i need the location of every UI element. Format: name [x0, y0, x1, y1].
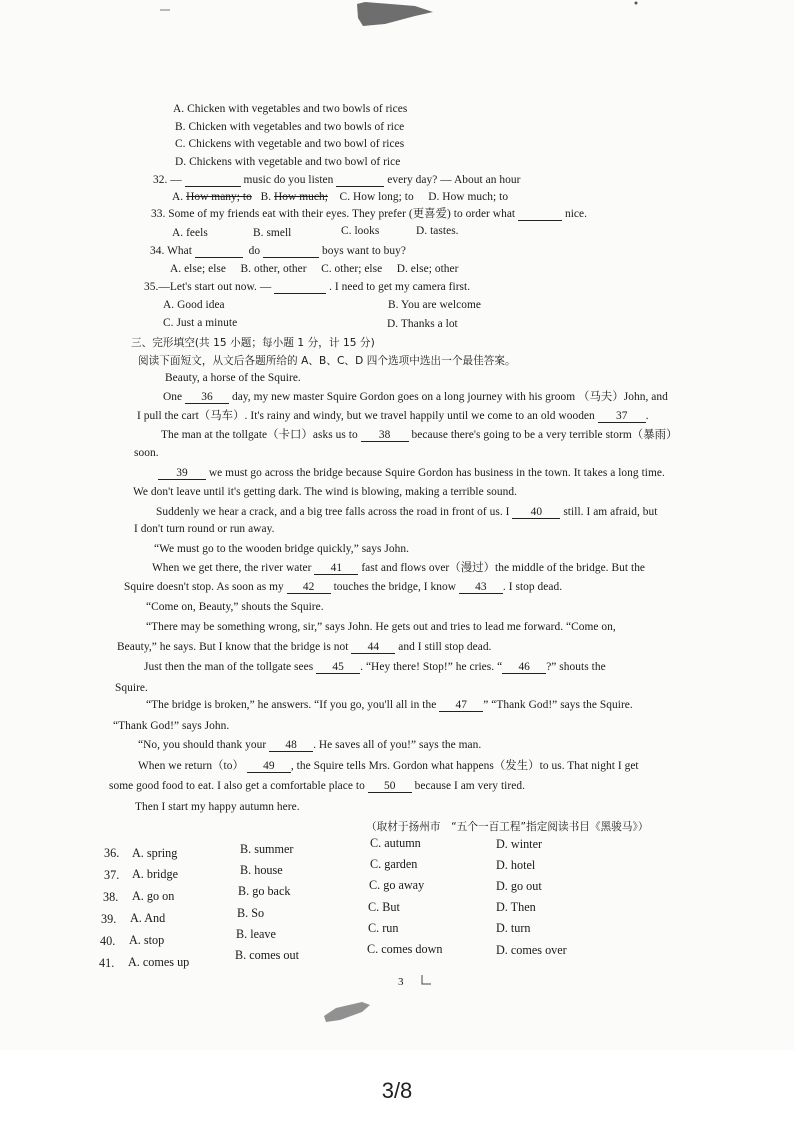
- choice-b: B. go back: [238, 884, 291, 898]
- passage-line-21: some good food to eat. I also get a comfortable place to 50 because I am very tired.: [109, 780, 525, 792]
- passage-line-5: 39 we must go across the bridge because Squire Gordon has business in the town. It takes a long time.: [158, 466, 665, 480]
- passage-line-17: “The bridge is broken,” he answers. “If you go, you'll all in the 47 ” “Thank God!” says the Squire.: [146, 699, 633, 711]
- passage-line-4: soon.: [134, 447, 159, 459]
- q31-option-a: A. Chicken with vegetables and two bowls of rices: [173, 103, 408, 115]
- choice-a: A. stop: [129, 933, 165, 947]
- choice-d: D. hotel: [496, 858, 536, 872]
- passage-line-2: I pull the cart（马车）. It's rainy and windy, but we travel happily until we come to an old wooden 37 .: [137, 410, 649, 422]
- passage-title: Beauty, a horse of the Squire.: [165, 372, 301, 384]
- passage-line-6: We don't leave until it's getting dark. The wind is blowing, making a terrible sound.: [133, 486, 517, 498]
- blank-47: 47: [439, 699, 483, 712]
- passage-source: （取材于扬州市 “五个一百工程”指定阅读书目《黑骏马》）: [366, 821, 649, 833]
- answer-blank: [195, 245, 243, 258]
- passage-line-19: “No, you should thank your 48 . He saves all of you!” says the man.: [138, 739, 482, 751]
- q31-option-b: B. Chicken with vegetables and two bowls of rice: [175, 121, 405, 133]
- q33-option-d: D. tastes.: [416, 225, 459, 237]
- scan-mark-left: [160, 8, 172, 12]
- page-corner-mark: [420, 974, 432, 986]
- q35-option-c: C. Just a minute: [163, 317, 238, 329]
- q35-option-d: D. Thanks a lot: [387, 318, 458, 330]
- choice-a: A. spring: [132, 846, 178, 860]
- choice-b: B. So: [237, 906, 265, 920]
- choice-b: B. house: [240, 863, 283, 877]
- choice-c: C. But: [368, 900, 400, 914]
- choice-d: D. Then: [496, 900, 536, 914]
- q35-option-a: A. Good idea: [163, 299, 225, 311]
- choice-b: B. summer: [240, 842, 294, 856]
- choice-b: B. comes out: [235, 948, 299, 962]
- choice-d: D. winter: [496, 837, 543, 851]
- choice-d: D. turn: [496, 921, 531, 935]
- blank-45: 45: [316, 661, 360, 674]
- choice-d: D. comes over: [496, 943, 567, 957]
- passage-line-11: Squire doesn't stop. As soon as my 42 touches the bridge, I know 43 . I stop dead.: [124, 581, 563, 593]
- passage-line-13: “There may be something wrong, sir,” says John. He gets out and tries to lead me forward. “Come on,: [146, 621, 616, 633]
- section-title: 三、完形填空(共 15 小题；每小题 1 分，计 15 分): [131, 337, 375, 349]
- passage-line-22: Then I start my happy autumn here.: [135, 801, 300, 813]
- blank-46: 46: [502, 661, 546, 674]
- q35-stem: 35.—Let's start out now. — . I need to get my camera first.: [144, 281, 471, 293]
- passage-line-3: The man at the tollgate（卡口）asks us to 38 because there's going to be a very terrible storm（暴雨）: [161, 429, 678, 441]
- blank-38: 38: [361, 429, 409, 442]
- choice-a: A. bridge: [132, 867, 179, 881]
- scan-smudge-top: [355, 0, 435, 28]
- q34-options: A. else; else B. other, other C. other; else D. else; other: [170, 263, 459, 275]
- q33-option-b: B. smell: [253, 227, 292, 239]
- q33-option-c: C. looks: [341, 225, 380, 237]
- q35-option-b: B. You are welcome: [388, 299, 481, 311]
- choice-number: 36.: [104, 846, 120, 860]
- page-indicator: 3/8: [381, 1078, 413, 1103]
- blank-41: 41: [314, 562, 358, 575]
- answer-blank: [336, 174, 384, 187]
- answer-blank: [185, 174, 241, 187]
- q33-stem: 33. Some of my friends eat with their eyes. They prefer (更喜爱) to order what nice.: [151, 208, 588, 220]
- blank-40: 40: [512, 506, 560, 519]
- choice-number: 40.: [100, 934, 116, 948]
- choice-a: A. And: [130, 911, 166, 925]
- answer-blank: [518, 208, 562, 221]
- passage-line-9: “We must go to the wooden bridge quickly,” says John.: [154, 543, 410, 555]
- q31-option-c: C. Chickens with vegetable and two bowl of rices: [175, 138, 405, 150]
- blank-44: 44: [351, 641, 395, 654]
- blank-42: 42: [287, 581, 331, 594]
- q32-stem: 32. — music do you listen every day? — About an hour: [153, 174, 521, 186]
- choice-c: C. go away: [369, 878, 425, 892]
- choice-number: 38.: [103, 890, 119, 904]
- passage-line-7: Suddenly we hear a crack, and a big tree falls across the road in front of us. I 40 still. I am afraid, but: [156, 506, 658, 518]
- answer-blank: [274, 281, 326, 294]
- scan-mark-right: [632, 0, 640, 8]
- passage-line-20: When we return（to） 49 , the Squire tells Mrs. Gordon what happens（发生）to us. That night I get: [138, 760, 639, 772]
- printed-page-number: 3: [398, 976, 404, 988]
- choice-a: A. go on: [132, 889, 175, 903]
- choice-c: C. run: [368, 921, 399, 935]
- choice-number: 41.: [99, 956, 115, 970]
- passage-line-10: When we get there, the river water 41 fast and flows over（漫过）the middle of the bridge. But the: [152, 562, 646, 574]
- q32-options: A. How many; to B. How much; C. How long; to D. How much; to: [172, 191, 509, 203]
- choice-number: 39.: [101, 912, 117, 926]
- passage-line-12: “Come on, Beauty,” shouts the Squire.: [146, 601, 324, 613]
- passage-line-14: Beauty,” he says. But I know that the bridge is not 44 and I still stop dead.: [117, 641, 492, 653]
- blank-49: 49: [247, 760, 291, 773]
- passage-line-15: Just then the man of the tollgate sees 45 . “Hey there! Stop!” he cries. “ 46 ?” shouts the: [144, 661, 606, 673]
- choice-a: A. comes up: [128, 955, 190, 969]
- q34-stem: 34. What do boys want to buy?: [150, 245, 407, 257]
- answer-blank: [263, 245, 319, 258]
- q33-option-a: A. feels: [172, 227, 208, 239]
- passage-line-16: Squire.: [115, 682, 148, 694]
- blank-39: 39: [158, 467, 206, 480]
- q31-option-d: D. Chickens with vegetable and two bowl of rice: [175, 156, 401, 168]
- blank-37: 37: [598, 410, 646, 423]
- passage-line-8: I don't turn round or run away.: [134, 523, 275, 535]
- blank-36: 36: [185, 391, 229, 404]
- choice-c: C. garden: [370, 857, 418, 871]
- passage-line-1: One 36 day, my new master Squire Gordon goes on a long journey with his groom （马夫）John, and: [163, 391, 668, 403]
- choice-c: C. autumn: [370, 836, 421, 850]
- passage-line-18: “Thank God!” says John.: [113, 720, 230, 732]
- choice-number: 37.: [104, 868, 120, 882]
- scan-smudge-bottom: [322, 1000, 372, 1024]
- choice-d: D. go out: [496, 879, 542, 893]
- blank-43: 43: [459, 581, 503, 594]
- choice-b: B. leave: [236, 927, 276, 941]
- blank-48: 48: [269, 739, 313, 752]
- choice-c: C. comes down: [367, 942, 443, 956]
- section-instruction: 阅读下面短文，从文后各题所给的 A、B、C、D 四个选项中选出一个最佳答案。: [138, 355, 516, 367]
- blank-50: 50: [368, 780, 412, 793]
